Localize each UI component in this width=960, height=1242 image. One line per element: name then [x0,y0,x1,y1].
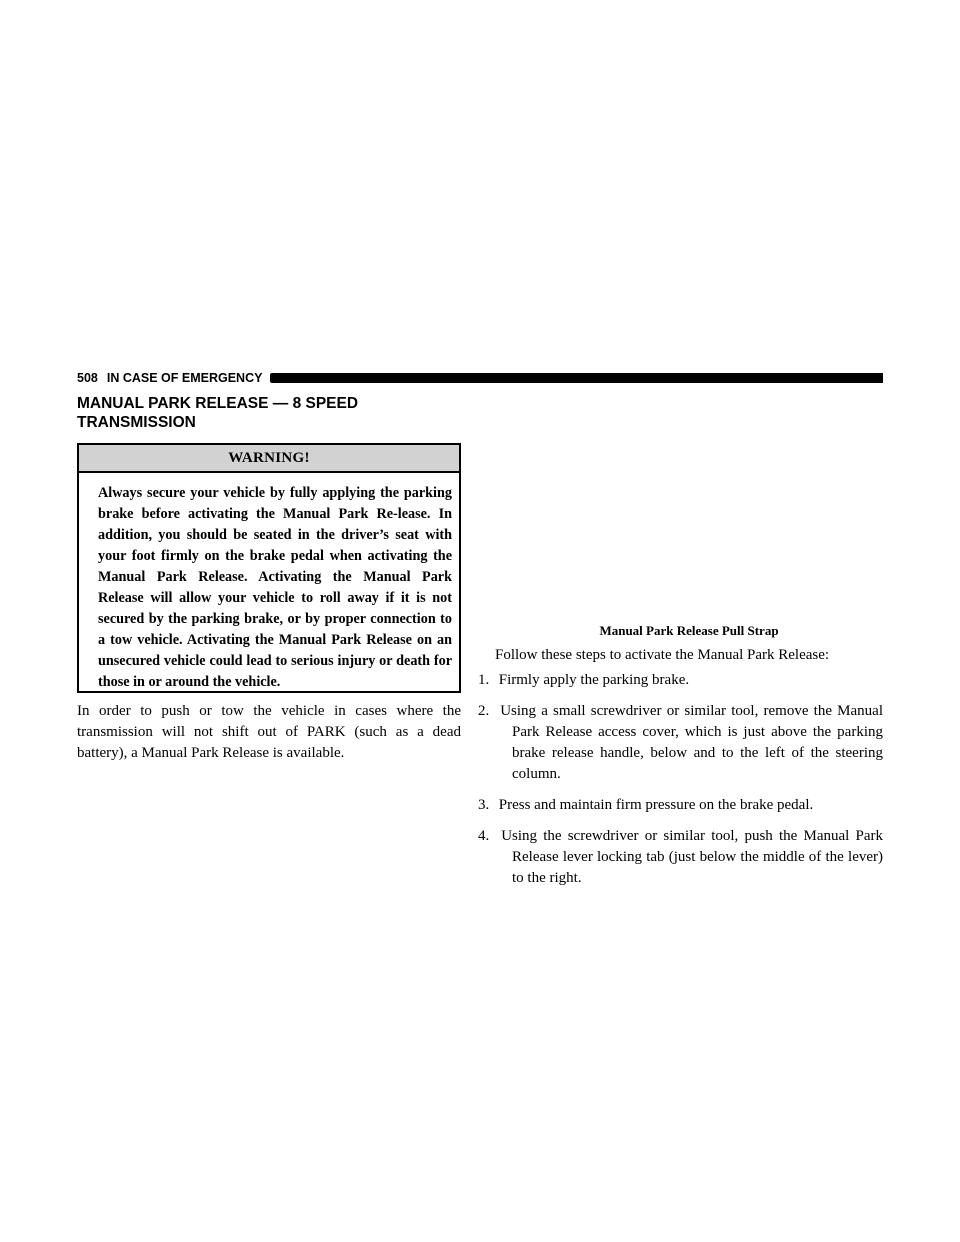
page-title [77,394,457,432]
intro-paragraph: In order to push or tow the vehicle in cases where the transmission will not shift out of PARK (such as a dead battery), a Manual Park Release is available. [77,703,461,761]
list-item: 2. Using a small screwdriver or similar tool, remove the Manual Park Release access cover, which is just above the parking brake release handle, below and to the left of the steering column. [478,703,883,782]
running-head [77,371,883,385]
warning-header: WARNING! [79,445,459,473]
steps-list [478,670,883,899]
list-item: 1. Firmly apply the parking brake. [478,672,690,688]
warning-box [77,443,461,693]
title-line-2: TRANSMISSION [77,414,196,431]
step-text: Press and maintain firm pressure on the brake pedal. [498,797,814,813]
step-text: Using a small screwdriver or similar tool, remove the Manual Park Release access cover, which is just above the parking brake release handle, below and to the left of the steering column. [500,703,883,782]
steps-intro: Follow these steps to activate the Manual Park Release: [495,647,830,663]
list-item: 3. Press and maintain firm pressure on the brake pedal. [478,797,814,813]
section-title: IN CASE OF EMERGENCY [106,371,263,385]
warning-text: Always secure your vehicle by fully applying the parking brake before activating the Manual Park Re-lease. In addition, you should be seated in the driver’s seat with your foot firmly on the brake pedal when activating the Manual Park Release. Activating the Manual Park Release will allow your vehicle to roll away if it is not secured by the parking brake, or by proper connection to a tow vehicle. Activating the Manual Park Release on an unsecured vehicle could lead to serious injury or death for those in or around the vehicle. [98,485,452,690]
step-text: Using the screwdriver or similar tool, push the Manual Park Release lever locking tab (just below the middle of the lever) to the right. [501,828,883,886]
page-number: 508 [77,371,98,385]
header-rule [270,373,883,383]
list-item: 4. Using the screwdriver or similar tool, push the Manual Park Release lever locking tab (just below the middle of the lever) to the right. [478,828,883,886]
step-text: Firmly apply the parking brake. [498,672,690,688]
title-line-1: MANUAL PARK RELEASE — 8 SPEED [77,395,359,412]
figure-caption: Manual Park Release Pull Strap [599,623,779,638]
figure-image [495,443,883,613]
